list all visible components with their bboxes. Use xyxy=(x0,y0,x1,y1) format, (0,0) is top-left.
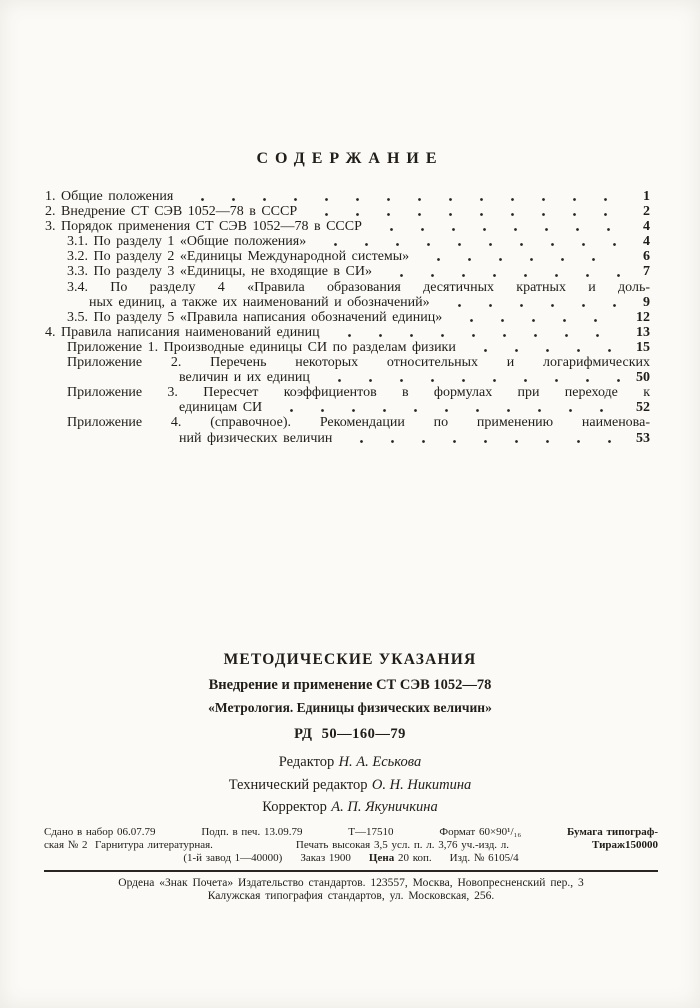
editor-label: Редактор xyxy=(278,754,335,770)
toc-entry-line xyxy=(45,189,650,204)
toc-page-number: 12 xyxy=(636,309,650,325)
toc-dot-leader xyxy=(342,438,620,444)
toc-page-number: 7 xyxy=(643,264,650,280)
toc-entry-line xyxy=(45,249,650,264)
toc-dot-leader xyxy=(452,317,620,323)
toc-page-number: 4 xyxy=(643,234,650,250)
toc-page-number: 13 xyxy=(636,324,650,340)
imprint-t-number: Т—17510 xyxy=(348,826,394,838)
toc-entry-line xyxy=(45,325,650,340)
toc-entry-line xyxy=(45,234,650,249)
proofreader-line xyxy=(0,796,700,819)
imprint-price-value: 20 коп. xyxy=(394,852,432,865)
toc-entry-text: 3.5. По разделу 5 «Правила написания обозначений единиц» xyxy=(67,309,443,325)
imprint-format: Формат 60×90¹/₁₆ xyxy=(439,826,522,838)
imprint-order: Заказ 1900 xyxy=(300,852,351,865)
imprint-press-info: Печать высокая 3,5 усл. п. л. 3,76 уч.-изд. л. xyxy=(295,839,510,852)
toc-entry-text: величин и их единиц xyxy=(179,370,310,386)
toc-dot-leader xyxy=(183,196,620,202)
imprint-line-1 xyxy=(44,826,658,839)
toc-entry-text: Приложение 1. Производные единицы СИ по разделам физики xyxy=(67,339,456,355)
toc-page-number: 52 xyxy=(636,400,650,416)
imprint-line-2 xyxy=(44,839,658,852)
toc-dot-leader xyxy=(272,407,620,413)
toc-dot-leader xyxy=(320,377,620,383)
imprint-price xyxy=(369,852,432,865)
tech-editor-label: Технический редактор xyxy=(228,776,368,793)
toc-page-number: 6 xyxy=(643,249,650,265)
toc-page-number: 1 xyxy=(643,189,650,204)
imprint-paper: Бумага типограф- xyxy=(567,826,658,838)
imprint-paper-typeface: ская № 2 Гарнитура литературная. xyxy=(44,839,213,852)
toc-entry-text: 4. Правила написания наименований единиц xyxy=(45,324,320,340)
editor-name: Н. А. Еськова xyxy=(338,754,422,770)
imprint-block xyxy=(44,826,658,904)
toc-entry-text: ний физических величин xyxy=(179,430,333,446)
toc-title: СОДЕРЖАНИЕ xyxy=(256,150,444,167)
toc-entry-line xyxy=(45,310,650,325)
imprint-price-label: Цена xyxy=(368,852,395,865)
toc-page-number: 53 xyxy=(636,430,650,446)
toc-entry-text: 2. Внедрение СТ СЭВ 1052—78 в СССР xyxy=(45,204,298,220)
toc-entry-line xyxy=(45,264,650,279)
proofreader-name: А. П. Якуничкина xyxy=(331,799,438,816)
toc-entry-line xyxy=(45,400,650,415)
imprint-divider-rule xyxy=(44,870,658,872)
toc-entry-line: 3.4. По разделу 4 «Правила образования десятичных кратных и доль- xyxy=(67,279,650,295)
imprint-typeset-date: Сдано в набор 06.07.79 xyxy=(44,826,156,838)
toc-dot-leader xyxy=(307,211,620,217)
tech-editor-line xyxy=(0,774,700,797)
doc-standard-title: «Метрология. Единицы физических величин» xyxy=(208,700,492,715)
toc-entry-text: 3. Порядок применения СТ СЭВ 1052—78 в СССР xyxy=(45,219,362,235)
toc-entry-line xyxy=(45,204,650,219)
editor-line xyxy=(0,751,700,774)
toc-page-number: 2 xyxy=(643,204,650,220)
toc-entry-text: 3.1. По разделу 1 «Общие положения» xyxy=(67,234,307,250)
toc-entry-line xyxy=(45,370,650,385)
toc-entry-line xyxy=(45,219,650,234)
toc-entry-text: единицам СИ xyxy=(179,400,263,416)
imprint-line-3 xyxy=(44,852,658,865)
toc-entry-line xyxy=(45,340,650,355)
toc-entry-line xyxy=(45,295,650,310)
toc-dot-leader xyxy=(419,256,620,262)
toc-entry-line: Приложение 2. Перечень некоторых относительных и логарифмических xyxy=(67,355,650,371)
toc-page-number: 4 xyxy=(643,219,650,235)
toc-entry-text: 3.2. По разделу 2 «Единицы Международной системы» xyxy=(67,249,410,265)
table-of-contents xyxy=(45,189,650,446)
imprint-edition-number: Изд. № 6105/4 xyxy=(449,852,519,865)
proofreader-label: Корректор xyxy=(262,799,327,816)
toc-entry-text: 3.3. По разделу 3 «Единицы, не входящие в СИ» xyxy=(67,264,372,280)
doc-type-heading: МЕТОДИЧЕСКИЕ УКАЗАНИЯ xyxy=(223,651,477,668)
toc-page-number: 9 xyxy=(643,294,650,310)
doc-code: РД 50—160—79 xyxy=(294,726,406,742)
toc-dot-leader xyxy=(382,272,620,278)
publisher-address-line: Ордена «Знак Почета» Издательство стандартов. 123557, Москва, Новопресненский пер., 3 xyxy=(118,876,584,889)
imprint-print-date: Подп. в печ. 13.09.79 xyxy=(201,826,303,838)
toc-entry-line: Приложение 4. (справочное). Рекомендации по применению наименова- xyxy=(67,415,650,431)
toc-dot-leader xyxy=(316,241,620,247)
toc-page-number: 15 xyxy=(636,339,650,355)
toc-entry-text: 1. Общие положения xyxy=(45,189,174,204)
toc-dot-leader xyxy=(330,332,620,338)
toc-dot-leader xyxy=(372,226,620,232)
toc-dot-leader xyxy=(440,302,620,308)
staff-block xyxy=(0,751,700,819)
toc-page-number: 50 xyxy=(636,370,650,386)
imprint-print-run: Тираж150000 xyxy=(592,839,658,852)
toc-entry-line: Приложение 3. Пересчет коэффициентов в формулах при переходе к xyxy=(67,385,650,401)
toc-entry-line xyxy=(45,431,650,446)
toc-entry-text: ных единиц, а также их наименований и обозначений» xyxy=(89,294,430,310)
doc-subtitle: Внедрение и применение СТ СЭВ 1052—78 xyxy=(208,677,492,693)
tech-editor-name: О. Н. Никитина xyxy=(371,776,472,793)
publisher-block xyxy=(44,877,658,905)
printing-house-line: Калужская типография стандартов, ул. Московская, 256. xyxy=(207,890,495,903)
toc-dot-leader xyxy=(466,347,620,353)
imprint-plant: (1-й завод 1—40000) xyxy=(183,852,283,865)
